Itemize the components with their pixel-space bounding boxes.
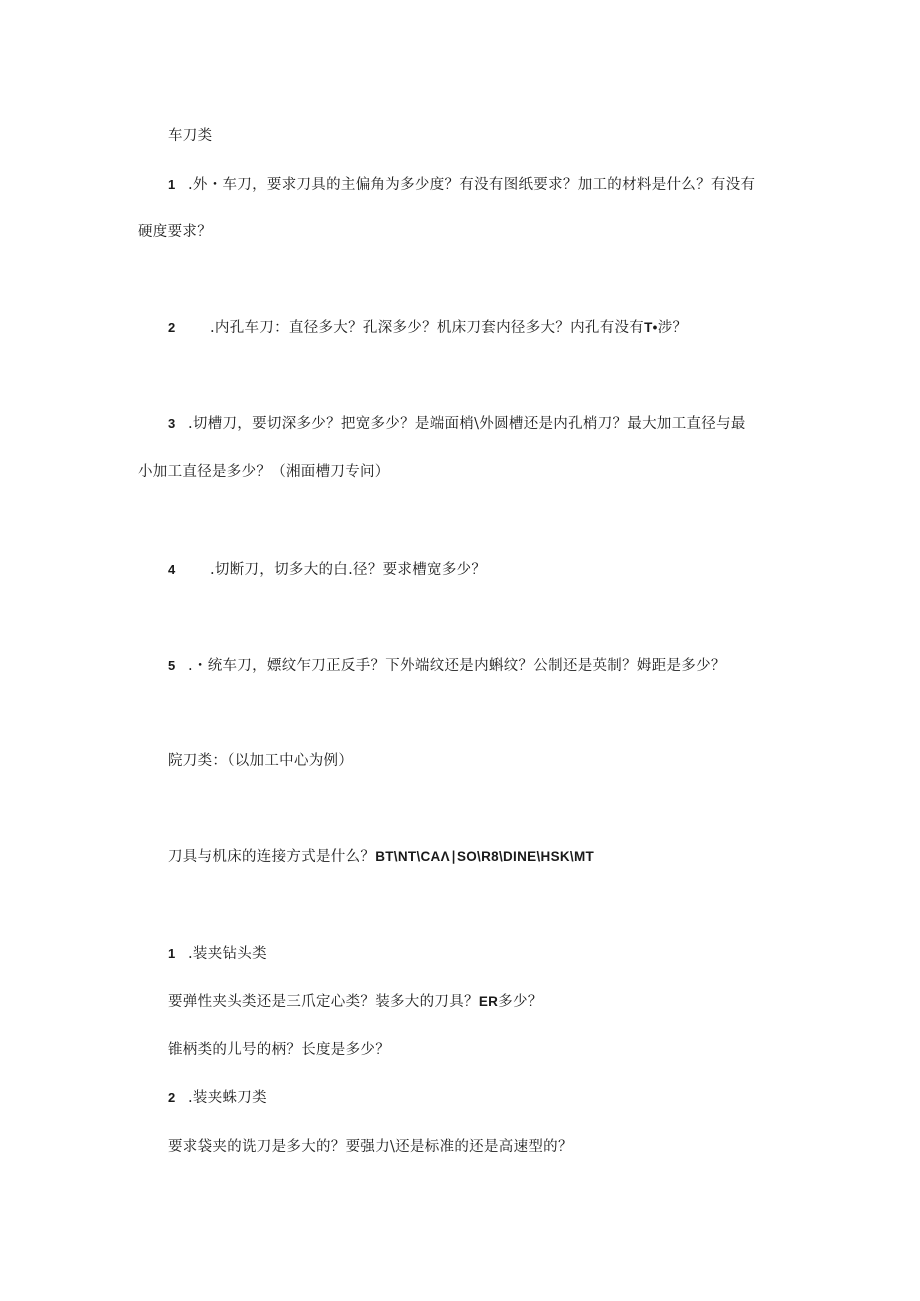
item-text: 涉？ <box>657 320 688 336</box>
connection-question <box>168 847 594 867</box>
item-text: 多少？ <box>498 994 543 1010</box>
item-title: .装夹蛛刀类 <box>188 1090 267 1106</box>
item-number: 5 <box>168 658 176 673</box>
section-heading-turning: 车刀类 <box>168 128 213 144</box>
item-question <box>168 992 543 1012</box>
list-item <box>168 414 746 434</box>
item-number: 1 <box>168 177 176 192</box>
item-text: 要弹性夹头类还是三爪定心类？装多大的刀具？ <box>168 994 479 1010</box>
list-item <box>168 944 267 964</box>
connection-question-text: 刀具与机床的连接方式是什么？ <box>168 849 376 865</box>
connection-types: BT\NT\CAΛ∣SO\R8\DINE\HSK\MT <box>375 849 595 864</box>
item-question: 锥柄类的儿号的柄？长度是多少？ <box>168 1042 390 1058</box>
item-title: .装夹钻头类 <box>188 946 267 962</box>
item-text: .切断刀，切多大的白.径？要求槽宽多少？ <box>210 562 487 578</box>
section-heading-milling: 院刀类：（以加工中心为例） <box>168 753 354 769</box>
list-item <box>168 175 755 195</box>
item-text: .内孔车刀：直径多大？孔深多少？机床刀套内径多大？内孔有没有 <box>210 320 645 336</box>
list-item <box>168 318 687 338</box>
list-item <box>168 656 726 676</box>
item-question: 要求袋夹的诜刀是多大的？要强力\还是标准的还是高速型的？ <box>168 1139 573 1155</box>
list-item <box>168 1088 267 1108</box>
item-number: 1 <box>168 946 176 961</box>
item-text-continuation: 小加工直径是多少？（湘面槽刀专问） <box>138 464 390 480</box>
item-number: 2 <box>168 320 176 335</box>
item-number: 3 <box>168 416 176 431</box>
item-text: .・统车刀，嫖纹乍刀正反手？下外端纹还是内蝌纹？公制还是英制？姆距是多少？ <box>188 658 726 674</box>
item-text: .外・车刀，要求刀具的主偏角为多少度？有没有图纸要求？加工的材料是什么？有没有 <box>188 177 756 193</box>
item-number: 2 <box>168 1090 176 1105</box>
item-number: 4 <box>168 562 176 577</box>
item-text: .切槽刀，要切深多少？把宽多少？是端面梢\外圆槽还是内孔梢刀？最大加工直径与最 <box>188 416 746 432</box>
item-text-bold: ER <box>478 994 499 1009</box>
item-text-bold: T• <box>644 320 658 335</box>
item-text-continuation: 硬度要求？ <box>138 224 212 240</box>
list-item <box>168 560 486 580</box>
